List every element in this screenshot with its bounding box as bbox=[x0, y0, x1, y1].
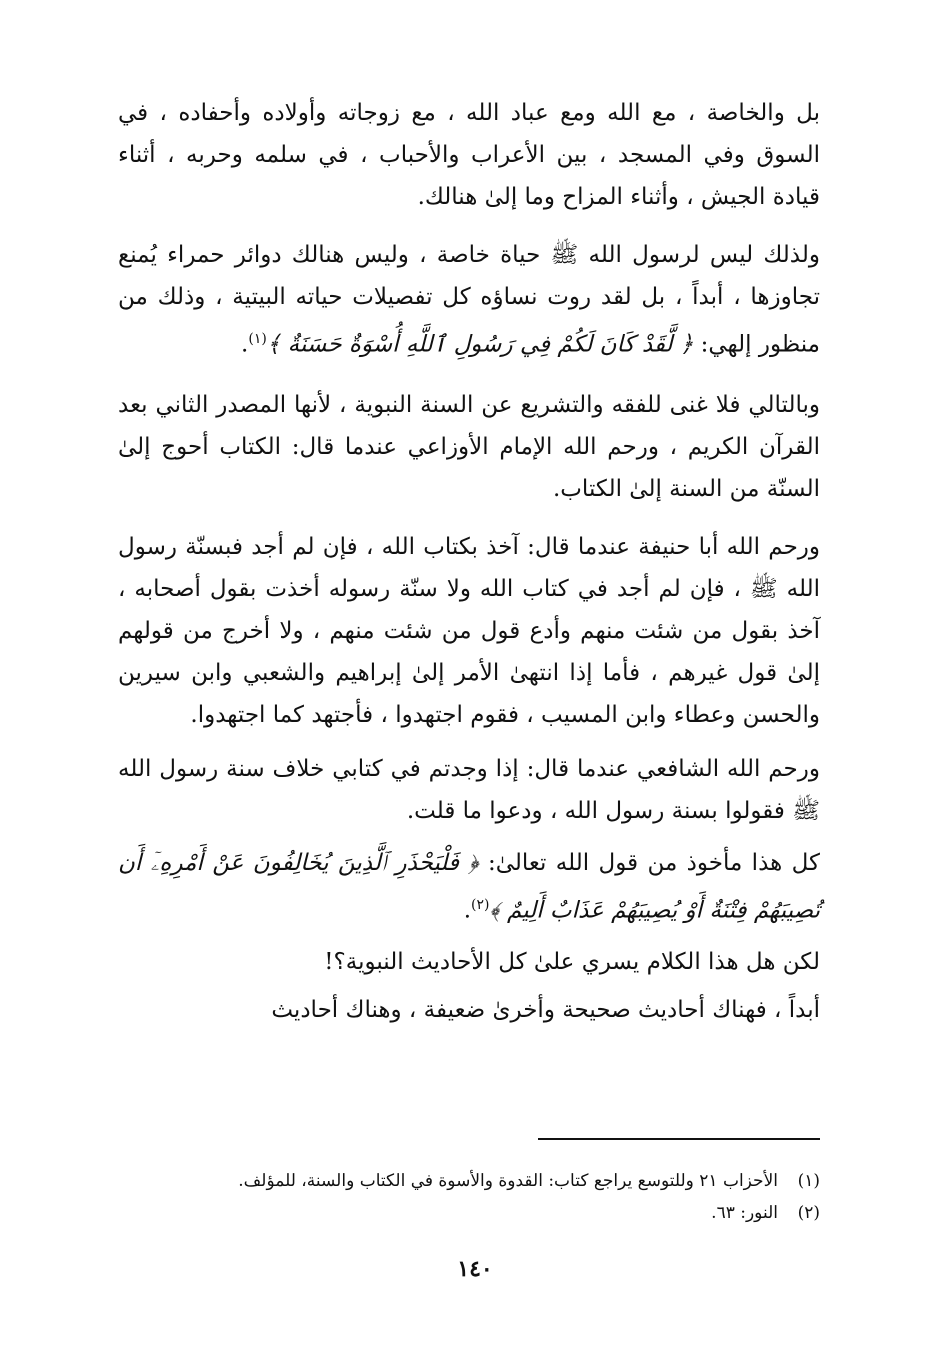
footnote-2 bbox=[118, 1197, 820, 1229]
paragraph-2-text: ولذلك ليس لرسول الله ﷺ حياة خاصة ، وليس هنالك دوائر حمراء يُمنع تجاوزها ، أبداً ، بل لقد روت نساؤه كل تفصيلات حياته البيتية ، وذلك من منظور إلهي: bbox=[118, 242, 820, 358]
paragraph-8: أبداً ، فهناك أحاديث صحيحة وأخرىٰ ضعيفة ، وهناك أحاديث bbox=[271, 997, 820, 1024]
footnote-2-text: النور: ٦٣. bbox=[711, 1203, 778, 1223]
footnote-1-number: (١) bbox=[797, 1171, 820, 1191]
footnote-2-number: (٢) bbox=[797, 1203, 820, 1223]
footnotes bbox=[118, 1165, 820, 1229]
paragraph-3: وبالتالي فلا غنى للفقه والتشريع عن السنة النبوية ، لأنها المصدر الثاني بعد القرآن الكريم ، ورحم الله الإمام الأوزاعي عندما قال: الكتاب أحوج إلىٰ السنّة من السنة إلىٰ الكتاب. bbox=[118, 391, 820, 502]
quran-verse-1: ﴿ لَّقَدْ كَانَ لَكُمْ فِي رَسُولِ ٱللَّهِ أُسْوَةٌ حَسَنَةٌ ﴾ bbox=[266, 331, 694, 358]
footnote-ref-1: (١) bbox=[248, 331, 267, 347]
paragraph-6: كل هذا مأخوذ من قول الله تعالىٰ: ﴿ فَلْيَحْذَرِ ٱلَّذِينَ يُخَالِفُونَ عَنْ أَمْرِهِۦٓ أَن تُصِيبَهُمْ فِتْنَةٌ أَوْ يُصِيبَهُمْ عَذَابٌ أَلِيمٌ ﴾$^{(٢)}$. bbox=[118, 849, 821, 924]
main-text bbox=[118, 92, 820, 1031]
paragraph-5: ورحم الله الشافعي عندما قال: إذا وجدتم في كتابي خلاف سنة رسول الله ﷺ فقولوا بسنة رسول الله ، ودعوا ما قلت. bbox=[118, 755, 820, 824]
paragraph-7: لكن هل هذا الكلام يسري علىٰ كل الأحاديث النبوية؟! bbox=[324, 949, 820, 976]
paragraph-4: ورحم الله أبا حنيفة عندما قال: آخذ بكتاب الله ، فإن لم أجد فبسنّة رسول الله ﷺ ، فإن لم أجد في كتاب الله ولا سنّة رسوله أخذت بقول أصحابه ، آخذ بقول من شئت منهم وأدع قول من شئت منهم ، ولا أخرج من قولهم إلىٰ قول غيرهم ، فأما إذا انتهىٰ الأمر إلىٰ إبراهيم والشعبي وابن سيرين والحسن وعطاء وابن المسيب ، فقوم اجتهدوا ، فأجتهد كما اجتهدوا. bbox=[118, 533, 821, 728]
footnote-ref-2: (٢) bbox=[471, 896, 490, 913]
footnote-divider bbox=[538, 1138, 820, 1140]
footnote-1 bbox=[118, 1165, 820, 1197]
paragraph-2: ولذلك ليس لرسول الله ﷺ حياة خاصة ، وليس هنالك دوائر حمراء يُمنع تجاوزها ، أبداً ، بل لقد روت نساؤه كل تفصيلات حياته البيتية ، وذلك من منظور إلهي: ﴿ لَّقَدْ كَانَ لَكُمْ فِي رَسُولِ ٱللَّهِ أُسْوَةٌ حَسَنَةٌ ﴾$^{(١)}$. bbox=[118, 242, 820, 358]
page-number: ١٤٠ bbox=[457, 1256, 493, 1282]
paragraph-1: بل والخاصة ، مع الله ومع عباد الله ، مع زوجاته وأولاده وأحفاده ، في السوق وفي المسجد ، بين الأعراب والأحباب ، في سلمه وحربه ، أثناء قيادة الجيش ، وأثناء المزاح وما إلىٰ هنالك. bbox=[118, 100, 820, 210]
paragraph-6-text: كل هذا مأخوذ من قول الله تعالىٰ: bbox=[487, 849, 821, 876]
quran-verse-2: ﴿ فَلْيَحْذَرِ ٱلَّذِينَ يُخَالِفُونَ عَنْ أَمْرِهِۦٓ أَن تُصِيبَهُمْ فِتْنَةٌ أَوْ يُصِيبَهُمْ عَذَابٌ أَلِيمٌ ﴾ bbox=[118, 849, 820, 924]
footnote-1-text: الأحزاب ٢١ وللتوسع يراجع كتاب: القدوة والأسوة في الكتاب والسنة، للمؤلف. bbox=[238, 1171, 778, 1191]
